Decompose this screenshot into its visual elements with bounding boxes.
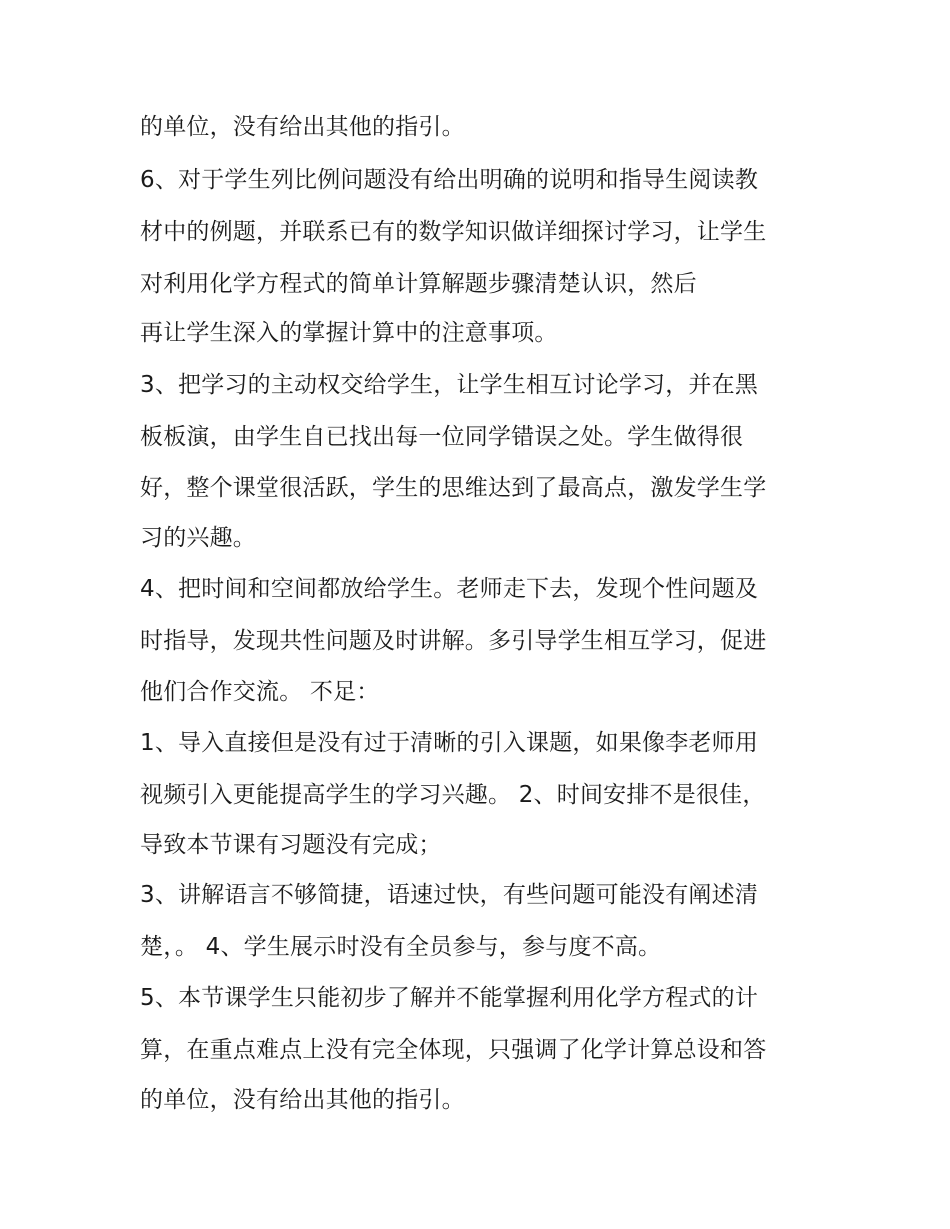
text-line: 5、本节课学生只能初步了解并不能掌握利用化学方程式的计	[140, 985, 759, 1011]
text-line: 视频引入更能提高学生的学习兴趣。 2、时间安排不是很佳，	[140, 782, 766, 808]
text-line: 6、对于学生列比例问题没有给出明确的说明和指导生阅读教	[140, 167, 759, 193]
text-line: 3、讲解语言不够简捷，语速过快，有些问题可能没有阐述清	[140, 882, 759, 908]
text-line: 的单位，没有给出其他的指引。	[140, 114, 465, 140]
text-line: 3、把学习的主动权交给学生，让学生相互讨论学习，并在黑	[140, 372, 759, 398]
text-line: 再让学生深入的掌握计算中的注意事项。	[140, 320, 558, 346]
text-line: 对利用化学方程式的简单计算解题步骤清楚认识，然后	[140, 271, 697, 297]
text-line: 4、把时间和空间都放给学生。老师走下去，发现个性问题及	[140, 576, 759, 602]
text-line: 好，整个课堂很活跃，学生的思维达到了最高点，激发学生学	[140, 475, 767, 501]
text-line: 1、导入直接但是没有过于清晰的引入课题，如果像李老师用	[140, 730, 759, 756]
text-line: 楚，。 4、学生展示时没有全员参与，参与度不高。	[140, 934, 662, 960]
text-line: 算，在重点难点上没有完全体现，只强调了化学计算总设和答	[140, 1037, 767, 1063]
text-line: 材中的例题，并联系已有的数学知识做详细探讨学习，让学生	[140, 219, 767, 245]
text-line: 习的兴趣。	[140, 525, 256, 551]
text-line: 导致本节课有习题没有完成；	[140, 832, 442, 858]
text-line: 他们合作交流。 不足：	[140, 679, 380, 705]
text-line: 板板演，由学生自已找出每一位同学错误之处。学生做得很	[140, 424, 744, 450]
text-line: 的单位，没有给出其他的指引。	[140, 1087, 465, 1113]
text-line: 时指导，发现共性问题及时讲解。多引导学生相互学习，促进	[140, 628, 767, 654]
